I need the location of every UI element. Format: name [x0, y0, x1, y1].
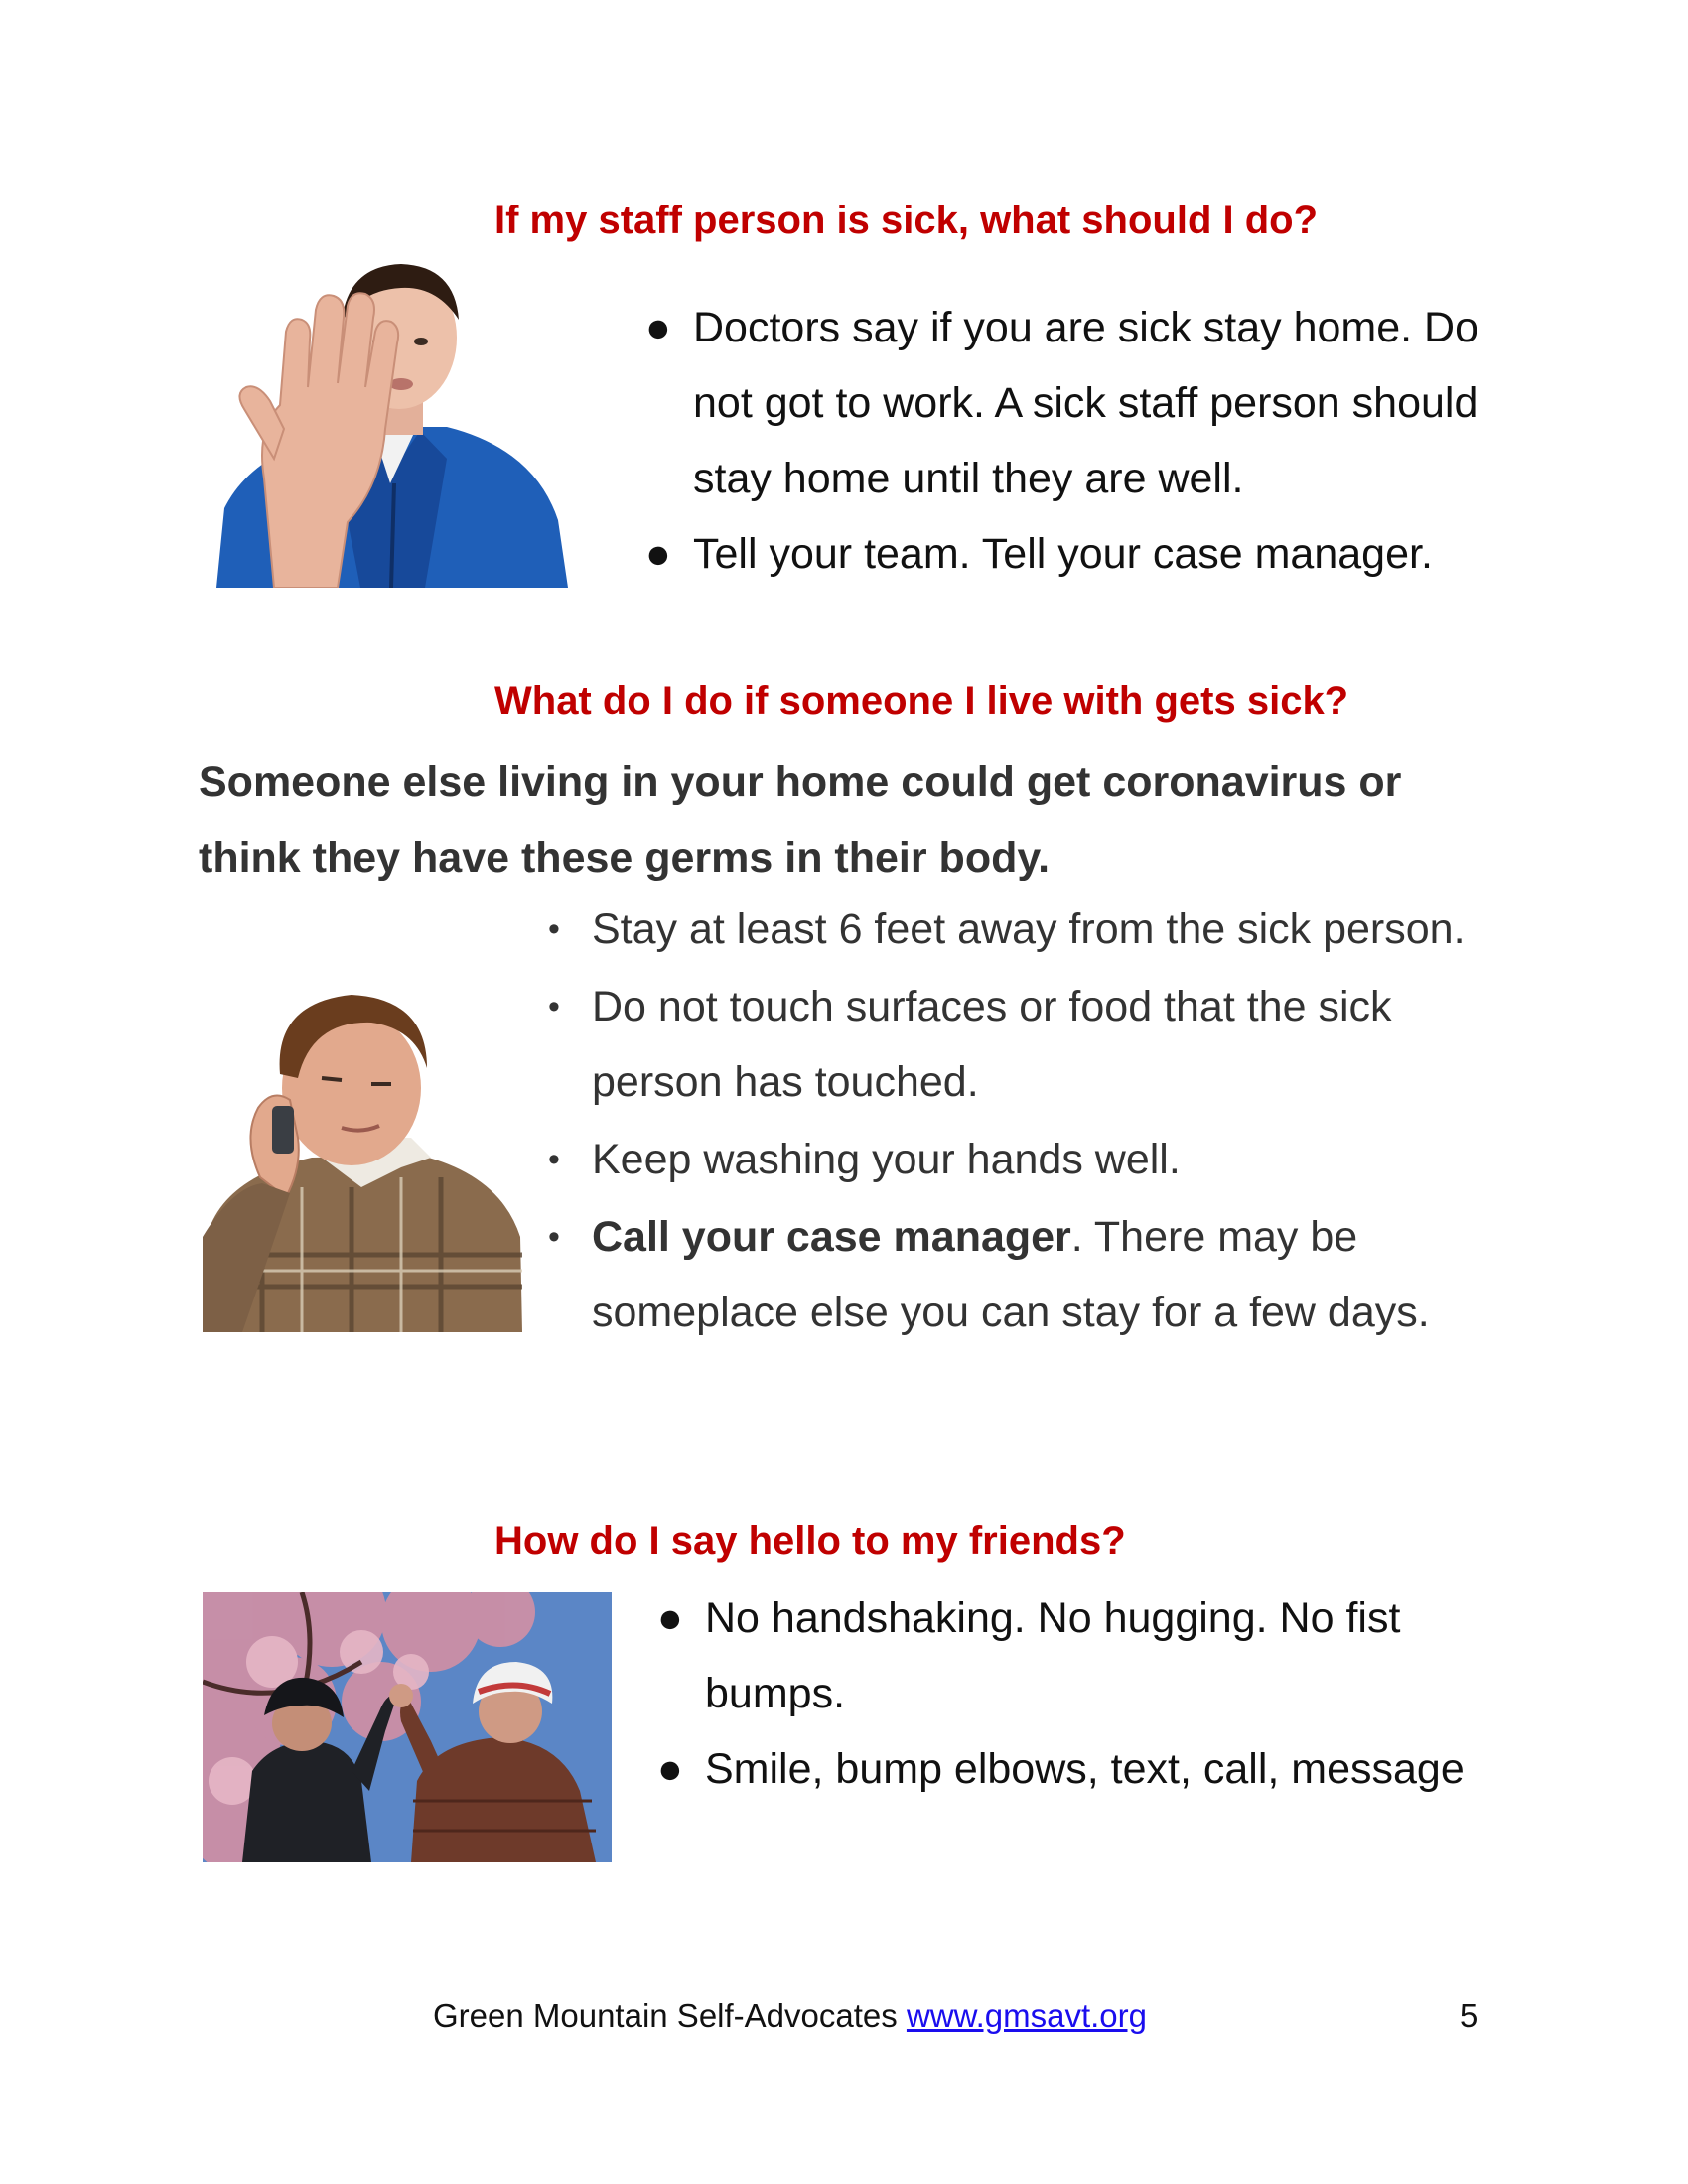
bullet-icon: •	[548, 1141, 560, 1178]
list-item: • Do not touch surfaces or food that the sick person has touched.	[544, 969, 1497, 1120]
bullet-icon: ●	[645, 304, 671, 351]
bullet-icon: ●	[645, 530, 671, 578]
list-item: • Stay at least 6 feet away from the sick person.	[544, 891, 1497, 967]
page-number: 5	[1460, 1997, 1478, 2034]
photo-elbow-bump	[203, 1592, 612, 1862]
list-item: ● Tell your team. Tell your case manager.	[645, 516, 1539, 592]
staff-sick-list	[645, 290, 1539, 592]
photo-phone-call	[203, 989, 522, 1332]
bullet-icon: ●	[657, 1745, 683, 1793]
intro-paragraph: Someone else living in your home could get coronavirus or think they have these germs in their body.	[199, 758, 1402, 882]
footer	[433, 1997, 1147, 2035]
list-item: ● No handshaking. No hugging. No fist bumps.	[657, 1580, 1511, 1731]
say-hello-list	[657, 1580, 1511, 1807]
heading-say-hello: How do I say hello to my friends?	[494, 1519, 1126, 1563]
footer-org: Green Mountain Self-Advocates	[433, 1997, 898, 2034]
heading-staff-sick: If my staff person is sick, what should I do?	[494, 199, 1319, 242]
someone-sick-list	[544, 891, 1497, 1350]
list-item: ● Doctors say if you are sick stay home. Do not got to work. A sick staff person should stay home until they are well.	[645, 290, 1539, 516]
bullet-icon: •	[548, 988, 560, 1025]
call-case-manager-emphasis: Call your case manager	[592, 1213, 1071, 1261]
list-item: • Call your case manager. There may be someplace else you can stay for a few days.	[544, 1199, 1497, 1350]
heading-someone-sick: What do I do if someone I live with gets sick?	[494, 679, 1349, 723]
bullet-icon: •	[548, 910, 560, 948]
bullet-icon: ●	[657, 1594, 683, 1642]
footer-link[interactable]: www.gmsavt.org	[906, 1997, 1148, 2034]
list-item: • Keep washing your hands well.	[544, 1122, 1497, 1197]
list-item: ● Smile, bump elbows, text, call, message	[657, 1731, 1511, 1807]
bullet-icon: •	[548, 1218, 560, 1256]
photo-stop-hand	[216, 260, 568, 588]
